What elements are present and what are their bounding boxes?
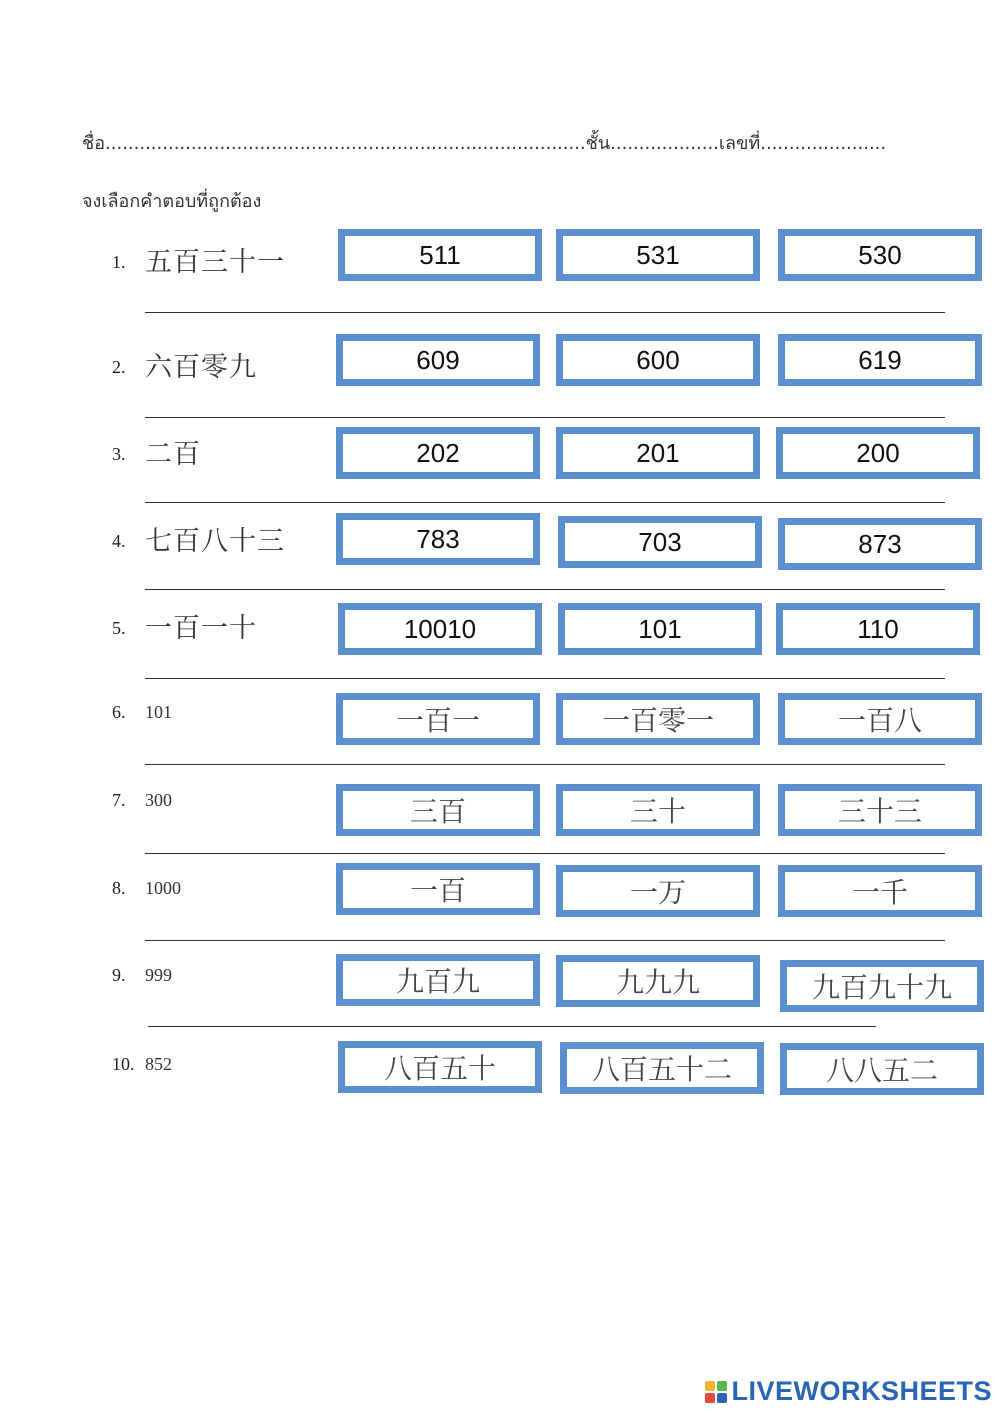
question-row — [0, 1040, 1000, 1130]
question-number: 9. — [112, 965, 126, 985]
answer-option[interactable]: 三十 — [556, 784, 760, 836]
answer-option[interactable]: 511 — [338, 229, 542, 281]
answer-option[interactable]: 600 — [556, 334, 760, 386]
logo-text: LIVEWORKSHEETS — [731, 1376, 992, 1406]
answer-divider — [145, 764, 945, 765]
question-prompt: 七百八十三 — [145, 526, 285, 557]
student-info-line: ชื่อ....................................................................................ชั้น...................เลขที่...................... — [82, 133, 887, 154]
question-prompt: 300 — [145, 790, 172, 810]
liveworksheets-logo — [705, 1376, 992, 1407]
answer-option[interactable]: 783 — [336, 513, 540, 565]
question-number: 7. — [112, 790, 126, 810]
question-prompt: 一百一十 — [145, 613, 257, 644]
answer-option[interactable]: 873 — [778, 518, 982, 570]
question-prompt: 六百零九 — [145, 352, 257, 383]
answer-option[interactable]: 一百零一 — [556, 693, 760, 745]
answer-option[interactable]: 一千 — [778, 865, 982, 917]
answer-option[interactable]: 八百五十 — [338, 1041, 542, 1093]
answer-option[interactable]: 703 — [558, 516, 762, 568]
question-prompt: 101 — [145, 702, 172, 722]
question-number: 8. — [112, 878, 126, 898]
answer-divider — [145, 312, 945, 313]
answer-divider — [145, 940, 945, 941]
answer-option[interactable]: 一百 — [336, 863, 540, 915]
question-number: 2. — [112, 357, 126, 377]
question-number: 1. — [112, 252, 126, 272]
question-row — [0, 333, 1000, 423]
question-row — [0, 228, 1000, 318]
answer-option[interactable]: 一百八 — [778, 693, 982, 745]
question-row — [0, 426, 1000, 516]
instruction-text: จงเลือกคำตอบที่ถูกต้อง — [82, 191, 262, 212]
liveworksheets-logo-icon — [705, 1381, 727, 1403]
answer-option[interactable]: 531 — [556, 229, 760, 281]
answer-option[interactable]: 三百 — [336, 784, 540, 836]
question-number: 10. — [112, 1054, 135, 1074]
answer-option[interactable]: 530 — [778, 229, 982, 281]
answer-option[interactable]: 110 — [776, 603, 980, 655]
answer-option[interactable]: 619 — [778, 334, 982, 386]
question-prompt: 1000 — [145, 878, 181, 898]
answer-option[interactable]: 九九九 — [556, 955, 760, 1007]
answer-option[interactable]: 一百一 — [336, 693, 540, 745]
answer-divider — [145, 417, 945, 418]
answer-option[interactable]: 202 — [336, 427, 540, 479]
answer-divider — [145, 853, 945, 854]
answer-option[interactable]: 201 — [556, 427, 760, 479]
answer-option[interactable]: 10010 — [338, 603, 542, 655]
question-number: 5. — [112, 618, 126, 638]
question-number: 3. — [112, 444, 126, 464]
answer-divider — [148, 1026, 876, 1027]
answer-option[interactable]: 101 — [558, 603, 762, 655]
answer-divider — [145, 678, 945, 679]
answer-option[interactable]: 609 — [336, 334, 540, 386]
question-row — [0, 953, 1000, 1043]
question-row — [0, 513, 1000, 603]
question-number: 6. — [112, 702, 126, 722]
question-prompt: 五百三十一 — [145, 247, 285, 278]
answer-divider — [145, 502, 945, 503]
answer-option[interactable]: 三十三 — [778, 784, 982, 836]
answer-option[interactable]: 九百九 — [336, 954, 540, 1006]
question-number: 4. — [112, 531, 126, 551]
answer-option[interactable]: 八八五二 — [780, 1043, 984, 1095]
question-row — [0, 783, 1000, 873]
answer-option[interactable]: 八百五十二 — [560, 1042, 764, 1094]
question-prompt: 二百 — [145, 439, 201, 470]
answer-option[interactable]: 一万 — [556, 865, 760, 917]
answer-option[interactable]: 九百九十九 — [780, 960, 984, 1012]
question-row — [0, 602, 1000, 692]
question-row — [0, 692, 1000, 782]
question-prompt: 999 — [145, 965, 172, 985]
question-row — [0, 862, 1000, 952]
answer-divider — [145, 589, 945, 590]
question-prompt: 852 — [145, 1054, 172, 1074]
answer-option[interactable]: 200 — [776, 427, 980, 479]
